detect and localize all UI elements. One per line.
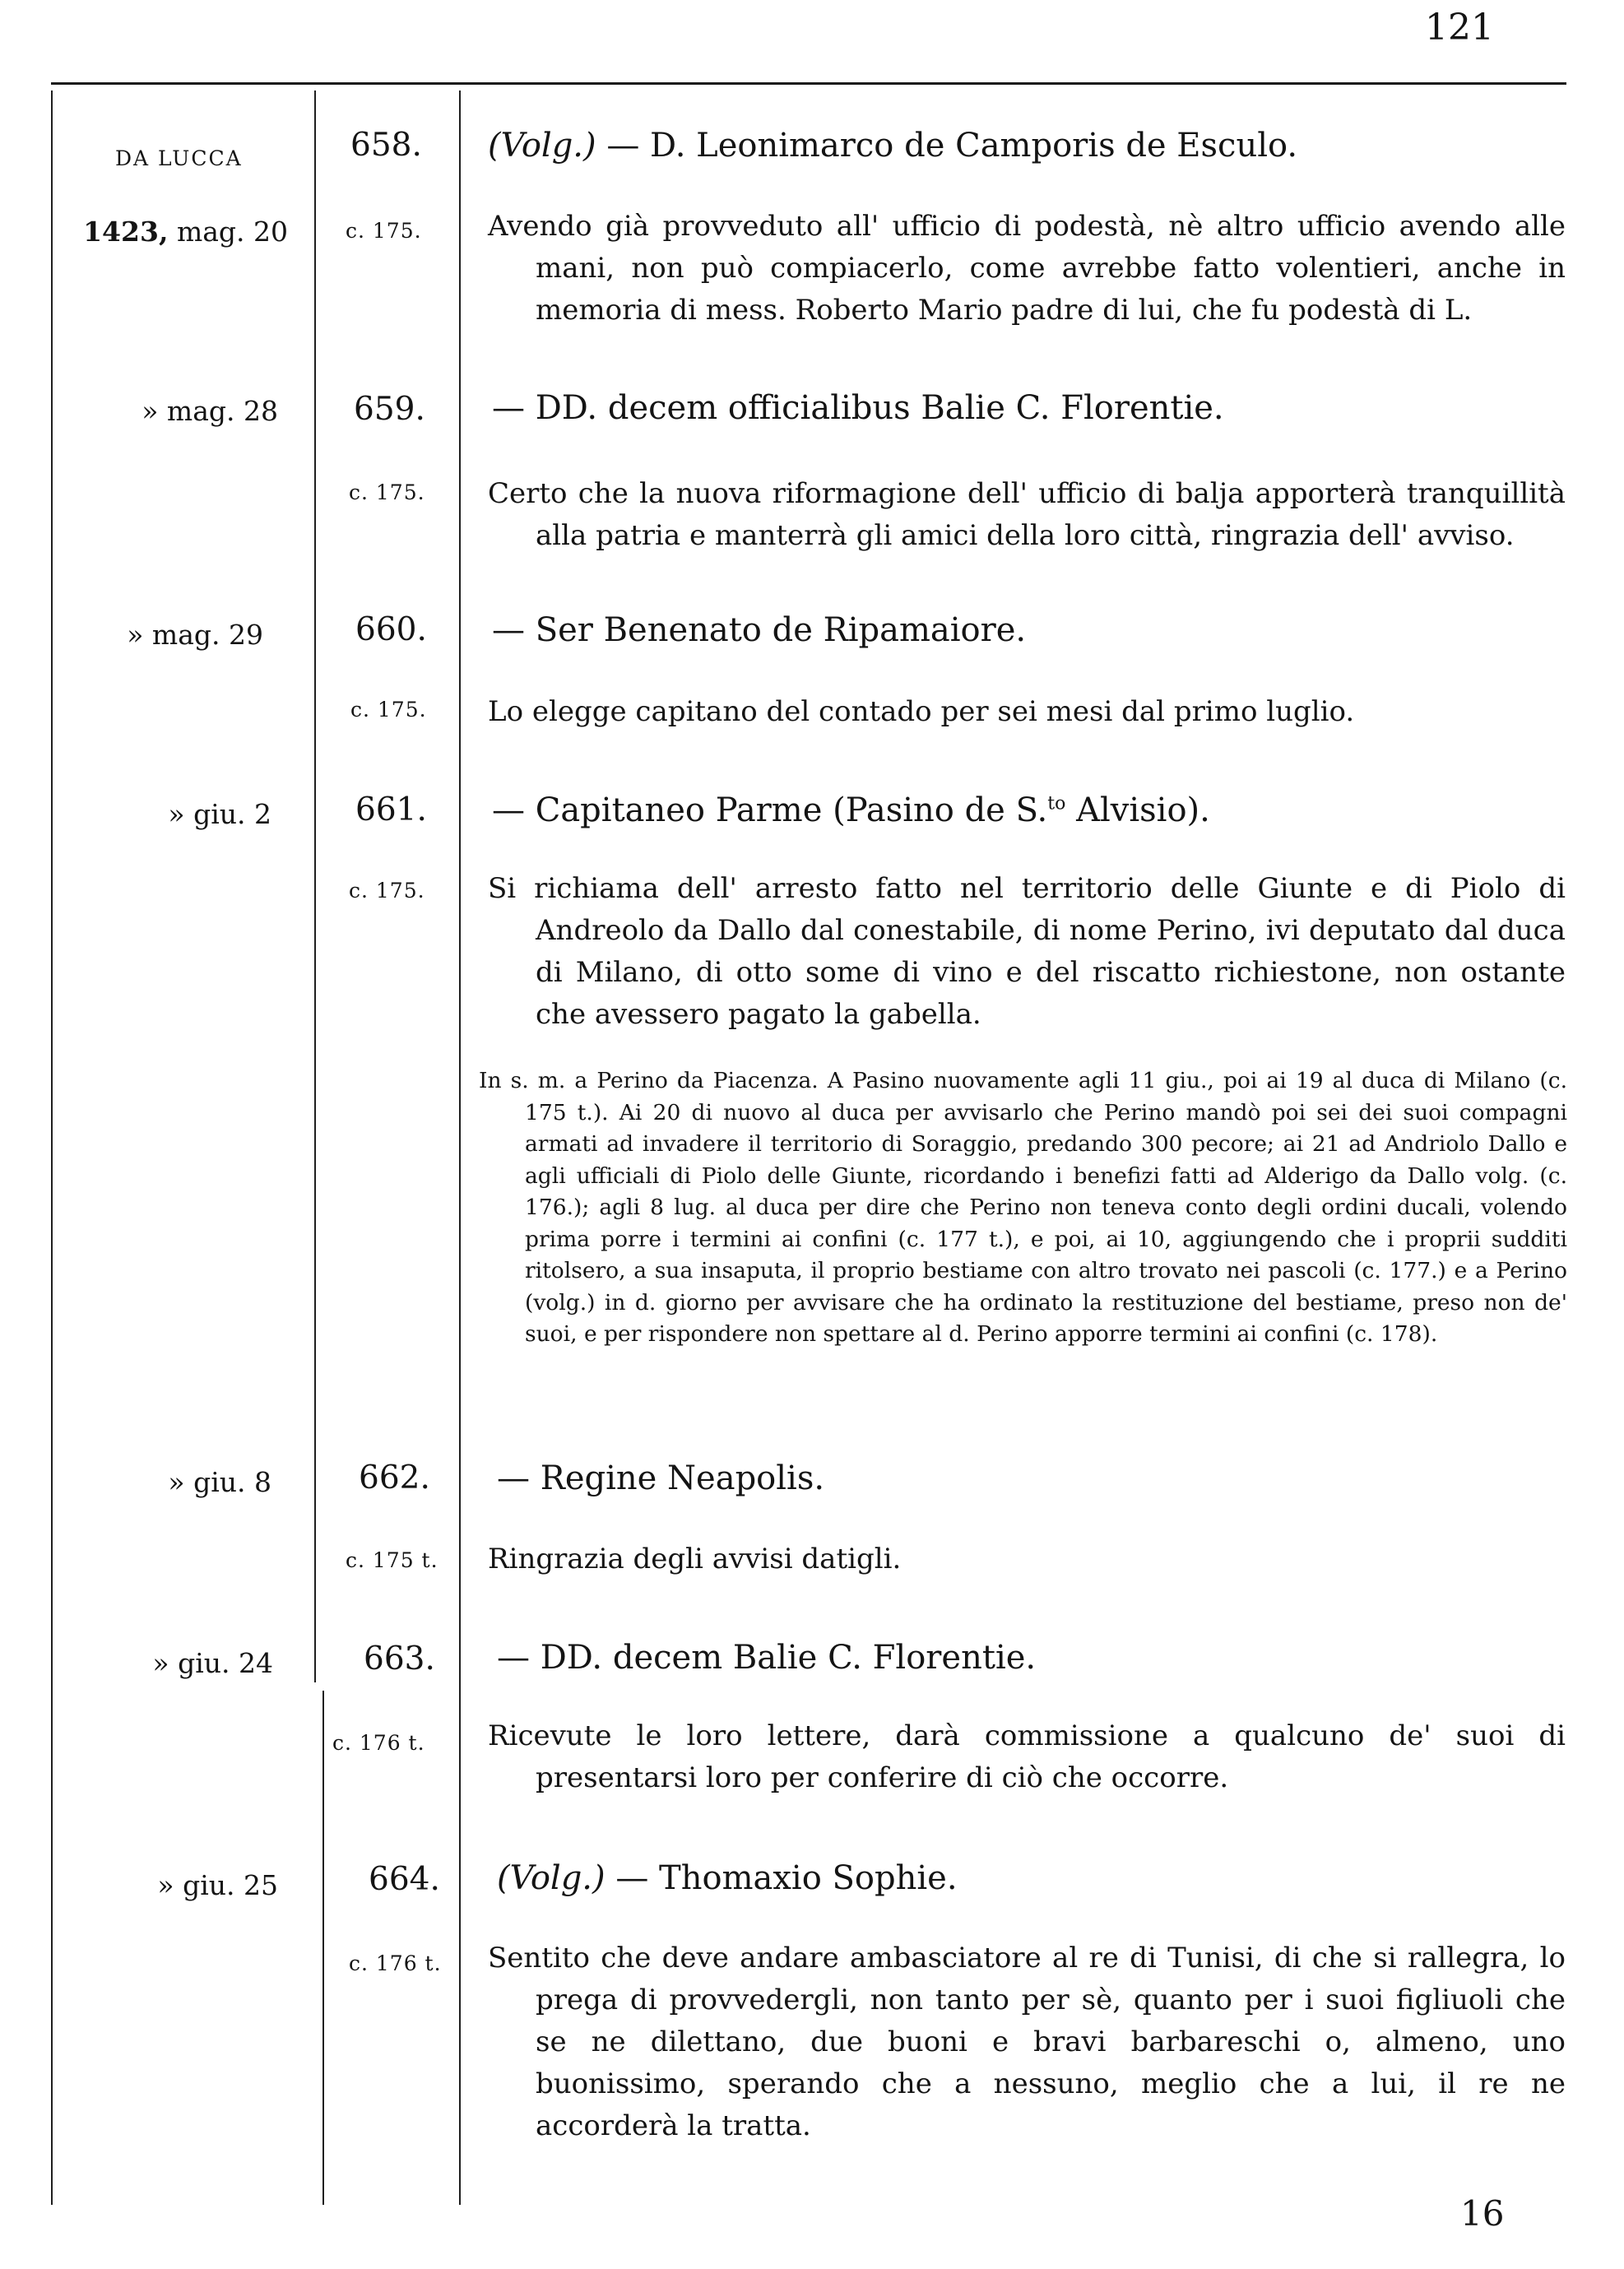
date-column-rule-lower xyxy=(322,1691,324,2205)
entry-title-text: — D. Leonimarco de Camporis de Esculo. xyxy=(596,127,1298,165)
entry-text: Si richiama dell' arresto fatto nel territorio delle Giunte e di Piolo di Andreolo da Dallo dal conestabile, di nome Perino, ivi deputato dal duca di Milano, di otto some di vino e del riscatto richiestone, non ostante che avessero pagato la gabella. xyxy=(488,872,1566,1031)
entry-text: Avendo già provveduto all' ufficio di podestà, nè altro ufficio avendo alle mani, non può compiacerlo, come avrebbe fatto volentieri, anche in memoria di mess. Roberto Mario padre di lui, che fu podestà di L. xyxy=(488,210,1566,327)
entry-title: — DD. decem Balie C. Florentie. xyxy=(497,1639,1037,1677)
entry-title xyxy=(492,791,1210,829)
entry-number: 664. xyxy=(369,1861,440,1898)
entry-date: » giu. 8 xyxy=(168,1466,271,1498)
entry-text: Ricevute le loro lettere, darà commissione a qualcuno de' suoi di presentarsi loro per conferire di ciò che occorre. xyxy=(488,1719,1566,1794)
entry-number: 661. xyxy=(355,791,427,828)
entry-date: » mag. 29 xyxy=(127,619,263,651)
entry-cref: c. 175. xyxy=(350,698,427,722)
entry-cref: c. 175. xyxy=(346,219,422,243)
date-column-rule xyxy=(314,90,316,1682)
left-margin-rule xyxy=(51,90,53,2205)
entry-text: Lo elegge capitano del contado per sei mesi dal primo luglio. xyxy=(488,695,1355,728)
entry-title-text: — Capitaneo Parme (Pasino de S. xyxy=(492,791,1048,829)
entry-title xyxy=(488,127,1297,165)
number-column-rule xyxy=(459,90,461,2205)
entry-text: Sentito che deve andare ambasciatore al re di Tunisi, di che si rallegra, lo prega di provvedergli, non tanto per sè, quanto per i suoi figliuoli che se ne dilettano, due buoni e bravi barbareschi o, almeno, uno buonissimo, sperando che a nessuno, meglio che a lui, il re ne accorderà la tratta. xyxy=(488,1942,1566,2142)
entry-note: In s. m. a Perino da Piacenza. A Pasino nuovamente agli 11 giu., poi ai 19 al duca di Milano (c. 175 t.). Ai 20 di nuovo al duca per avvisarlo che Perino mandò poi sei dei suoi compagni armati ad invadere il territorio di Soraggio, predando 300 pecore; ai 21 ad Andriolo Dallo e agli ufficiali di Piolo delle Giunte, ricordando i benefizi fatti ad Alderigo da Dallo volg. (c. 176.); agli 8 lug. al duca per dire che Perino non teneva conto degli ordini ducali, volendo prima porre i termini ai confini (c. 177 t.), e poi, ai 10, aggiungendo che i proprii sudditi ritolsero, a sua insaputa, il proprio bestiame con altro trovato nei pascoli (c. 177.) e a Perino (volg.) in d. giorno per avvisare che ha ordinato la restituzione del bestiame, preso non de' suoi, e per rispondere non spettare al d. Perino apporre termini ai confini (c. 178). xyxy=(479,1068,1567,1347)
location-label: DA LUCCA xyxy=(115,146,243,170)
entry-number: 663. xyxy=(364,1640,435,1677)
entry-title-suffix: Alvisio). xyxy=(1065,791,1210,829)
entry-number: 659. xyxy=(354,391,425,428)
entry-title: — Regine Neapolis. xyxy=(497,1459,825,1497)
entry-cref: c. 176 t. xyxy=(349,1951,442,1975)
entry-title-prefix: (Volg.) xyxy=(497,1859,606,1897)
entry-date: » mag. 28 xyxy=(142,395,278,427)
entry-date xyxy=(66,216,288,248)
entry-date: » giu. 2 xyxy=(168,798,271,830)
entry-title-text: — Thomaxio Sophie. xyxy=(605,1859,958,1897)
entry-number: 660. xyxy=(355,611,427,648)
entry-cref: c. 176 t. xyxy=(332,1731,425,1755)
entry-number: 662. xyxy=(359,1459,430,1496)
entry-year: 1423, xyxy=(83,216,169,248)
entry-number: 658. xyxy=(350,127,422,164)
entry-cref: c. 175 t. xyxy=(346,1548,438,1572)
entry-date: » giu. 25 xyxy=(157,1869,278,1901)
entry-date: » giu. 24 xyxy=(152,1647,273,1679)
entry-title-prefix: (Volg.) xyxy=(488,127,596,165)
signature-number: 16 xyxy=(1460,2193,1505,2234)
entry-title: — Ser Benenato de Ripamaiore. xyxy=(492,611,1027,649)
entry-title: — DD. decem officialibus Balie C. Florentie. xyxy=(492,389,1224,427)
entry-cref: c. 175. xyxy=(349,480,425,504)
header-rule xyxy=(51,82,1566,85)
entry-cref: c. 175. xyxy=(349,879,425,902)
entry-title-sup: to xyxy=(1047,793,1066,814)
entry-text: Certo che la nuova riformagione dell' ufficio di balja apporterà tranquillità alla patria e manterrà gli amici della loro città, ringrazia dell' avviso. xyxy=(488,477,1566,552)
entry-title xyxy=(497,1859,958,1897)
page-number: 121 xyxy=(1425,7,1494,49)
entry-date-text: mag. 20 xyxy=(176,216,288,248)
entry-text: Ringrazia degli avvisi datigli. xyxy=(488,1543,902,1575)
